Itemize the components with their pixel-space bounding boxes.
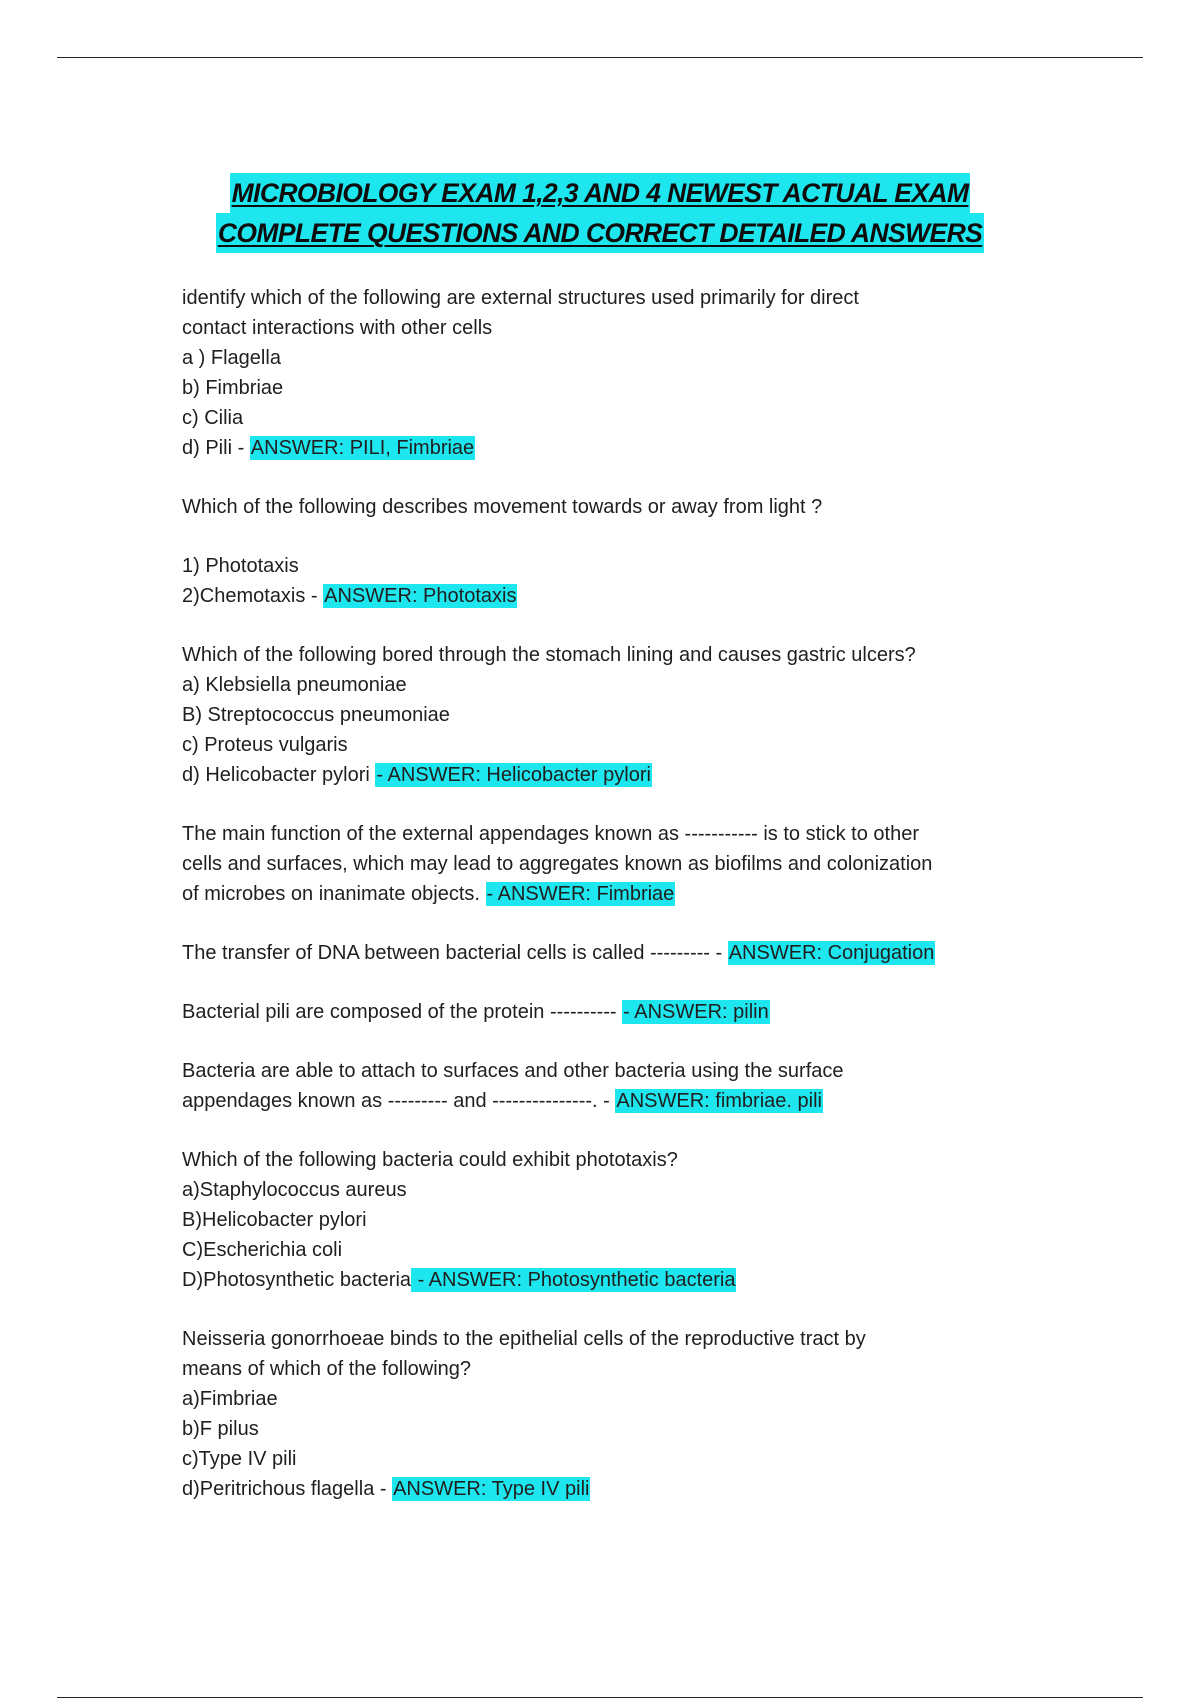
answer-option-row (182, 581, 1042, 611)
highlighted-answer: - ANSWER: Fimbriae (486, 883, 675, 905)
highlighted-answer: - ANSWER: Helicobacter pylori (376, 764, 651, 786)
question-text: Which of the following describes movement towards or away from light ? (182, 496, 823, 518)
question-block-3 (182, 640, 1042, 790)
qa-content (182, 283, 1042, 1533)
question-block-4 (182, 819, 1042, 909)
answer-option: b)F pilus (182, 1418, 259, 1440)
answer-option: d) Pili - (182, 437, 250, 459)
question-text: Which of the following bacteria could exhibit phototaxis? (182, 1149, 678, 1171)
highlighted-answer: ANSWER: fimbriae. pili (616, 1090, 822, 1112)
answer-option: b) Fimbriae (182, 377, 284, 399)
answer-option: a)Staphylococcus aureus (182, 1179, 407, 1201)
question-block-1 (182, 283, 1042, 463)
document-title (0, 173, 1200, 253)
question-text: cells and surfaces, which may lead to aggregates known as biofilms and colonization (182, 853, 933, 875)
answer-option: 1) Phototaxis (182, 555, 299, 577)
answer-option: B) Streptococcus pneumoniae (182, 704, 450, 726)
question-answer-row (182, 879, 1042, 909)
title-line-2: COMPLETE QUESTIONS AND CORRECT DETAILED ANSWERS (216, 213, 984, 253)
question-answer-row (182, 1086, 1042, 1116)
answer-option: a ) Flagella (182, 347, 281, 369)
question-text: identify which of the following are external structures used primarily for direct (182, 287, 859, 309)
answer-option: a)Fimbriae (182, 1388, 278, 1410)
answer-option-row (182, 760, 1042, 790)
bottom-rule (57, 1697, 1143, 1698)
question-text: contact interactions with other cells (182, 317, 493, 339)
spacer (182, 522, 1042, 551)
answer-option-row (182, 433, 1042, 463)
question-block-7 (182, 1056, 1042, 1116)
question-block-6 (182, 997, 1042, 1027)
answer-option-row (182, 1474, 1042, 1504)
question-text: The main function of the external appendages known as ----------- is to stick to other (182, 823, 919, 845)
question-block-8 (182, 1145, 1042, 1295)
answer-option: c) Proteus vulgaris (182, 734, 348, 756)
question-block-2 (182, 492, 1042, 611)
highlighted-answer: ANSWER: Conjugation (728, 942, 935, 964)
question-text: Bacterial pili are composed of the protein ---------- (182, 1001, 623, 1023)
question-answer-row (182, 997, 1042, 1027)
question-text: Bacteria are able to attach to surfaces and other bacteria using the surface (182, 1060, 844, 1082)
highlighted-answer: ANSWER: Phototaxis (324, 585, 517, 607)
question-text: Which of the following bored through the stomach lining and causes gastric ulcers? (182, 644, 916, 666)
question-block-5 (182, 938, 1042, 968)
title-line-1: MICROBIOLOGY EXAM 1,2,3 AND 4 NEWEST ACTUAL EXAM (230, 173, 971, 213)
highlighted-answer: ANSWER: PILI, Fimbriae (250, 437, 475, 459)
top-rule (57, 57, 1143, 58)
highlighted-answer: ANSWER: Type IV pili (393, 1478, 590, 1500)
highlighted-answer: - ANSWER: pilin (623, 1001, 769, 1023)
question-text: The transfer of DNA between bacterial cells is called --------- - (182, 942, 728, 964)
question-answer-row (182, 938, 1042, 968)
question-text: means of which of the following? (182, 1358, 472, 1380)
question-text: Neisseria gonorrhoeae binds to the epithelial cells of the reproductive tract by (182, 1328, 866, 1350)
answer-option: d)Peritrichous flagella - (182, 1478, 393, 1500)
question-text: of microbes on inanimate objects. (182, 883, 486, 905)
answer-option: c)Type IV pili (182, 1448, 297, 1470)
answer-option: B)Helicobacter pylori (182, 1209, 367, 1231)
answer-option: c) Cilia (182, 407, 244, 429)
question-block-9 (182, 1324, 1042, 1504)
answer-option: 2)Chemotaxis - (182, 585, 324, 607)
question-text: appendages known as --------- and ---------------. - (182, 1090, 616, 1112)
answer-option: a) Klebsiella pneumoniae (182, 674, 407, 696)
answer-option: d) Helicobacter pylori (182, 764, 376, 786)
answer-option-row (182, 1265, 1042, 1295)
answer-option: C)Escherichia coli (182, 1239, 343, 1261)
answer-option: D)Photosynthetic bacteria (182, 1269, 412, 1291)
highlighted-answer: - ANSWER: Photosynthetic bacteria (412, 1269, 736, 1291)
